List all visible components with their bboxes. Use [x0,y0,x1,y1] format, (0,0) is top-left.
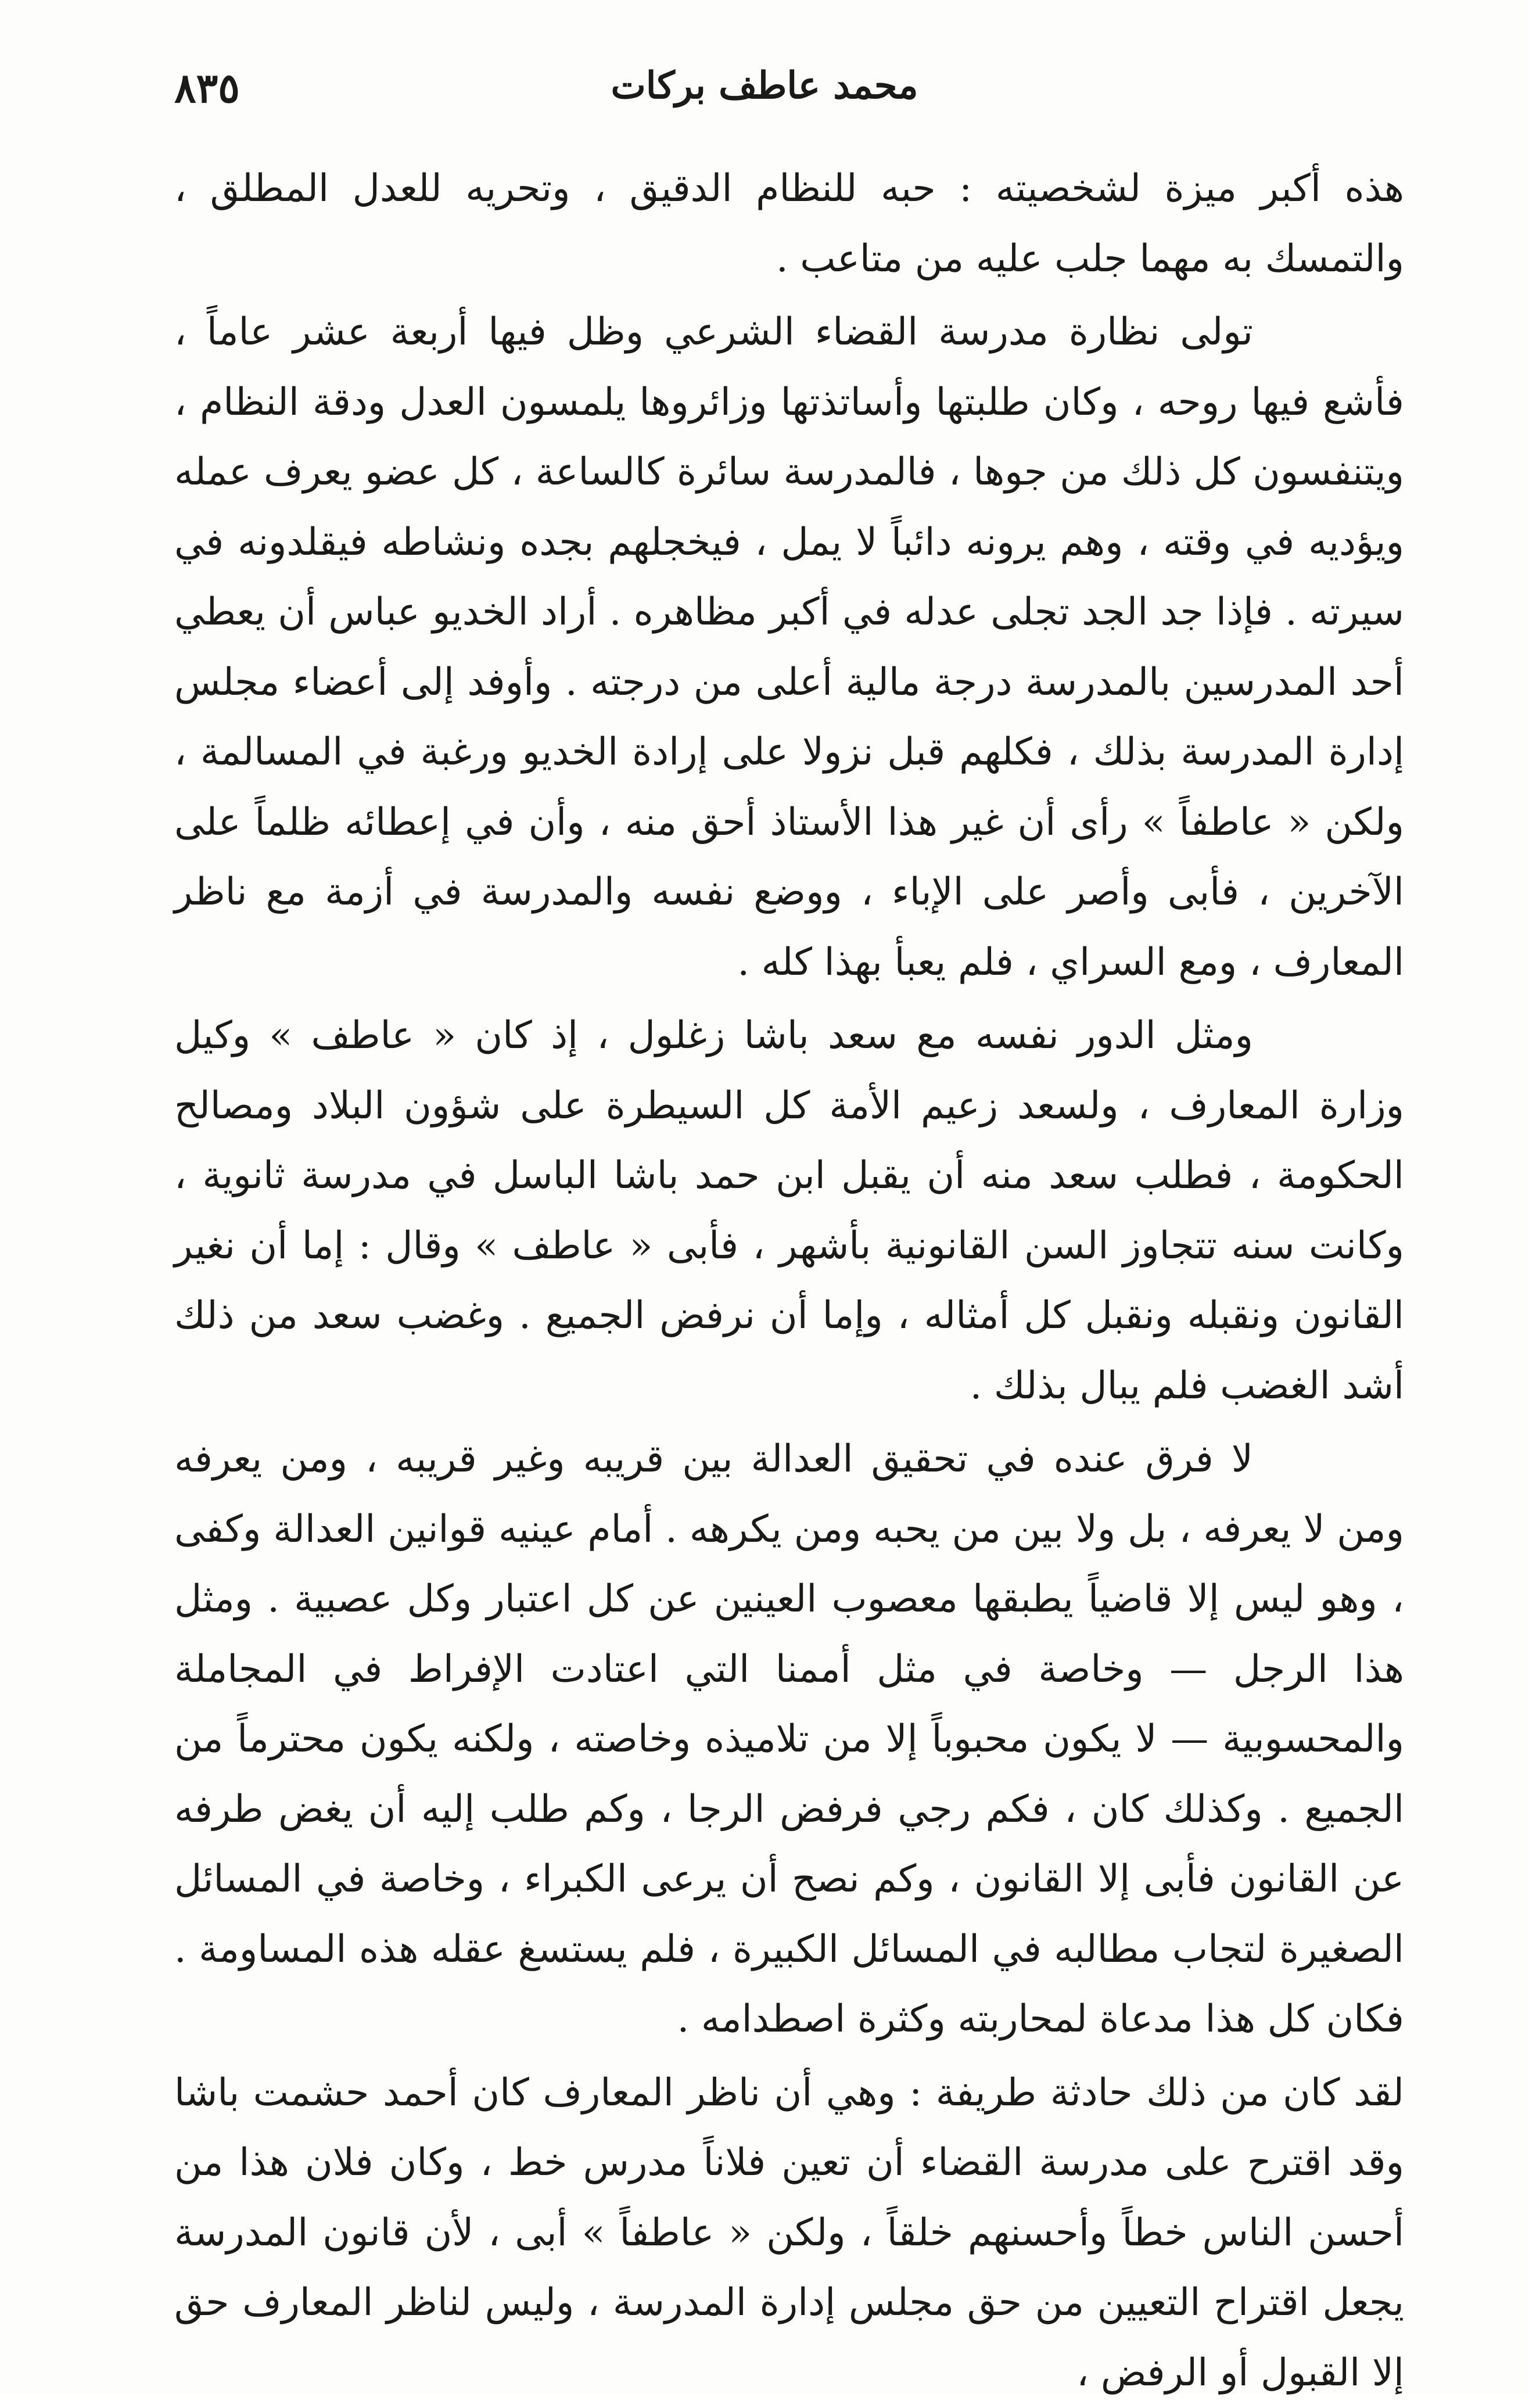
paragraph: ومثل الدور نفسه مع سعد باشا زغلول ، إذ كان « عاطف » وكيل وزارة المعارف ، ولسعد زعيم الأمة كل السيطرة على شؤون البلاد ومصالح الحكومة ، فطلب سعد منه أن يقبل ابن حمد باشا الباسل في مدرسة ثانوية ، وكانت سنه تتجاوز السن القانونية بأشهر ، فأبى « عاطف » وقال : إما أن نغير القانون ونقبله ونقبل كل أمثاله ، وإما أن نرفض الجميع . وغضب سعد من ذلك أشد الغضب فلم يبال بذلك . [174,1001,1404,1421]
running-title: محمد عاطف بركات [174,64,1355,107]
paragraph: لقد كان من ذلك حادثة طريفة : وهي أن ناظر المعارف كان أحمد حشمت باشا وقد اقترح على مدرسة القضاء أن تعين فلاناً مدرس خط ، وكان فلان هذا من أحسن الناس خطاً وأحسنهم خلقاً ، ولكن « عاطفاً » أبى ، لأن قانون المدرسة يجعل اقتراح التعيين من حق مجلس إدارة المدرسة ، وليس لناظر المعارف حق إلا القبول أو الرفض ، [174,2058,1404,2408]
page-header [174,64,1355,134]
page-number: ٨٣٥ [174,64,240,112]
paragraph: تولى نظارة مدرسة القضاء الشرعي وظل فيها أربعة عشر عاماً ، فأشع فيها روحه ، وكان طلبتها وأساتذتها وزائروها يلمسون العدل ودقة النظام ، ويتنفسون كل ذلك من جوها ، فالمدرسة سائرة كالساعة ، كل عضو يعرف عمله ويؤديه في وقته ، وهم يرونه دائباً لا يمل ، فيخجلهم بجده ونشاطه فيقلدونه في سيرته . فإذا جد الجد تجلى عدله في أكبر مظاهره . أراد الخديو عباس أن يعطي أحد المدرسين بالمدرسة درجة مالية أعلى من درجته . وأوفد إلى أعضاء مجلس إدارة المدرسة بذلك ، فكلهم قبل نزولا على إرادة الخديو ورغبة في المسالمة ، ولكن « عاطفاً » رأى أن غير هذا الأستاذ أحق منه ، وأن في إعطائه ظلماً على الآخرين ، فأبى وأصر على الإباء ، ووضع نفسه والمدرسة في أزمة مع ناظر المعارف ، ومع السراي ، فلم يعبأ بهذا كله . [174,297,1404,997]
paragraph: لا فرق عنده في تحقيق العدالة بين قريبه وغير قريبه ، ومن يعرفه ومن لا يعرفه ، بل ولا بين من يحبه ومن يكرهه . أمام عينيه قوانين العدالة وكفى ، وهو ليس إلا قاضياً يطبقها معصوب العينين عن كل اعتبار وكل عصبية . ومثل هذا الرجل — وخاصة في مثل أممنا التي اعتادت الإفراط في المجاملة والمحسوبية — لا يكون محبوباً إلا من تلاميذه وخاصته ، ولكنه يكون محترماً من الجميع . وكذلك كان ، فكم رجي فرفض الرجا ، وكم طلب إليه أن يغض طرفه عن القانون فأبى إلا القانون ، وكم نصح أن يرعى الكبراء ، وخاصة في المسائل الصغيرة لتجاب مطالبه في المسائل الكبيرة ، فلم يستسغ عقله هذه المساومة . فكان كل هذا مدعاة لمحاربته وكثرة اصطدامه . [174,1424,1404,2055]
body-text [174,154,1404,2408]
paragraph: هذه أكبر ميزة لشخصيته : حبه للنظام الدقيق ، وتحريه للعدل المطلق ، والتمسك به مهما جلب عليه من متاعب . [174,154,1404,294]
